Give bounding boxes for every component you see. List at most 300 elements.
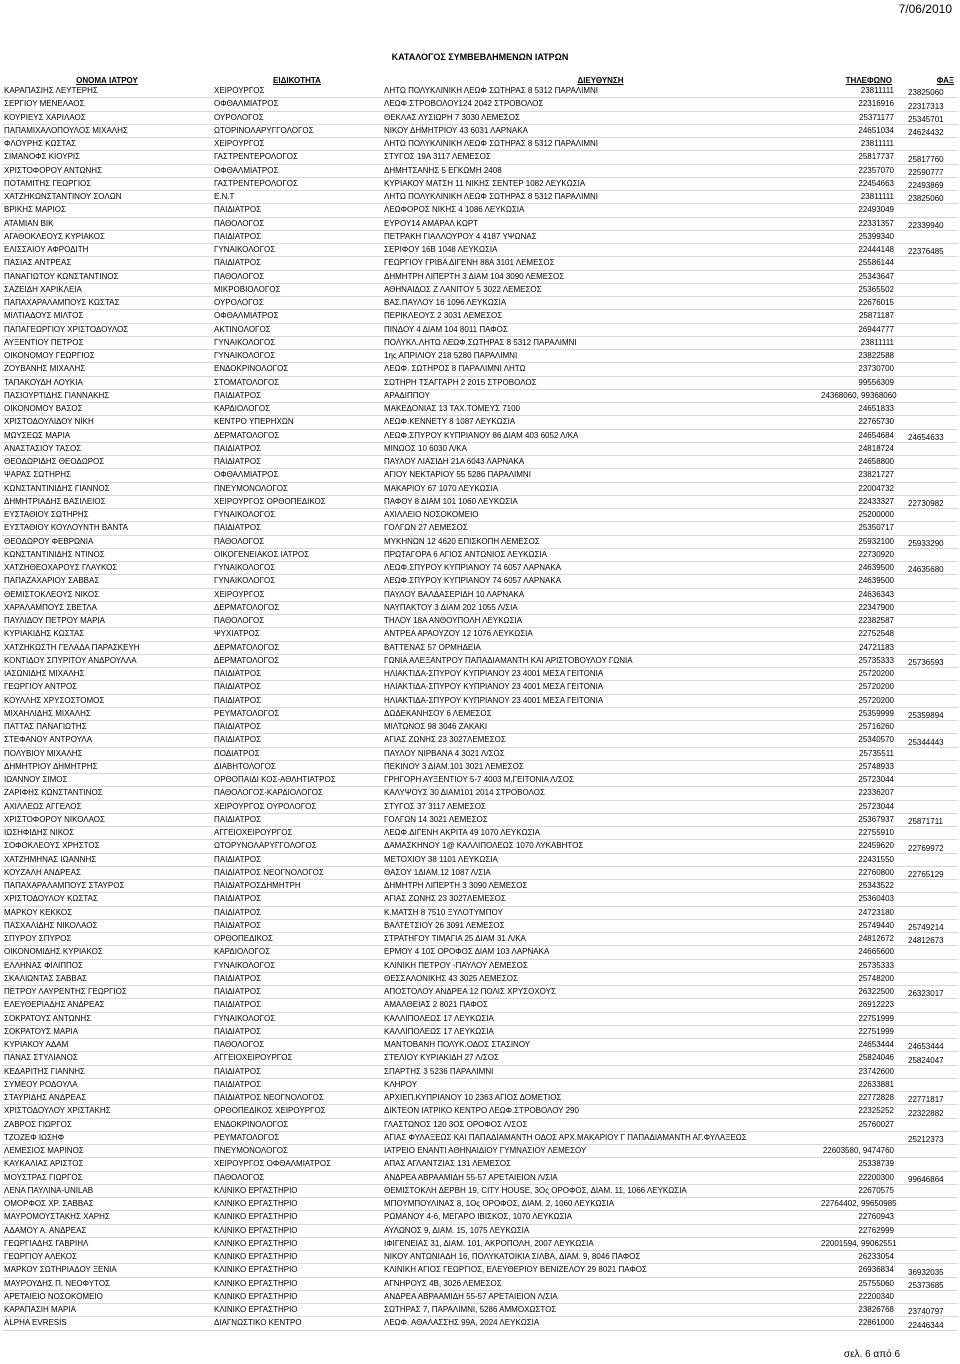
cell-fax [906, 270, 958, 283]
cell-fax [906, 1184, 958, 1197]
cell-phone: 25340570 [819, 734, 906, 747]
cell-phone: 22633881 [819, 1078, 906, 1091]
cell-specialty: ΠΑΙΔΙΑΤΡΟΣ [212, 972, 382, 985]
table-row [2, 283, 958, 296]
table-row [2, 1012, 958, 1025]
cell-address: ΓΟΛΓΩΝ 27 ΛΕΜΕΣΟΣ [382, 522, 819, 535]
cell-name: ΓΕΩΡΓΙΑΔΗΣ ΓΑΒΡΙΗΛ [2, 1237, 212, 1250]
table-row [2, 336, 958, 349]
cell-name: ΘΕΟΔΩΡΙΔΗΣ ΘΕΟΔΩΡΟΣ [2, 456, 212, 469]
cell-phone: 25735511 [819, 747, 906, 760]
cell-address: ΝΑΥΠΑΚΤΟΥ 3 ΔΙΑΜ 202 1055 Λ/ΣΙΑ [382, 601, 819, 614]
cell-fax [906, 972, 958, 985]
cell-name: ΣΟΚΡΑΤΟΥΣ ΜΑΡΙΑ [2, 1025, 212, 1038]
cell-phone: 26233054 [819, 1251, 906, 1264]
cell-phone: 25749440 [819, 919, 906, 932]
cell-fax: 25359894 [906, 707, 958, 720]
cell-address: ΛΕΩΦ. ΑΘΑΛΑΣΣΗΣ 99Α, 2024 ΛΕΥΚΩΣΙΑ [382, 1317, 819, 1330]
cell-name: ΖΟΥΒΑΝΗΣ ΜΙΧΑΛΗΣ [2, 363, 212, 376]
cell-address: ΛΕΩΦ.ΣΠΥΡΟΥ ΚΥΠΡΙΑΝΟΥ 86 ΔΙΑΜ 403 6052 Λ/ΚΑ [382, 429, 819, 442]
cell-specialty: ΠΑΙΔΙΑΤΡΟΣ [212, 230, 382, 243]
cell-specialty: ΟΦΘΑΛΜΙΑΤΡΟΣ [212, 469, 382, 482]
cell-name: ΧΡΙΣΤΟΔΟΥΛΙΔΟΥ ΝΙΚΗ [2, 416, 212, 429]
table-row [2, 972, 958, 985]
table-row [2, 1211, 958, 1224]
cell-fax [906, 1012, 958, 1025]
cell-specialty: ΠΑΘΟΛΟΓΟΣ [212, 217, 382, 230]
table-row [2, 151, 958, 164]
table-row [2, 1304, 958, 1317]
cell-name: ΠΑΠΑΓΕΩΡΓΙΟΥ ΧΡΙΣΤΟΔΟΥΛΟΣ [2, 323, 212, 336]
cell-phone: 24665600 [819, 946, 906, 959]
cell-fax [906, 959, 958, 972]
cell-address: ΛΕΩΦ.ΣΠΥΡΟΥ ΚΥΠΡΙΑΝΟΥ 74 6057 ΛΑΡΝΑΚΑ [382, 575, 819, 588]
cell-phone: 25365502 [819, 283, 906, 296]
cell-specialty: ΠΑΙΔΙΑΤΡΟΣ [212, 204, 382, 217]
cell-fax [906, 469, 958, 482]
table-row [2, 204, 958, 217]
cell-fax [906, 1078, 958, 1091]
cell-fax [906, 893, 958, 906]
cell-address: ΚΑΛΛΙΠΟΛΕΩΣ 17 ΛΕΥΚΩΣΙΑ [382, 1012, 819, 1025]
cell-address: ΣΩΤΗΡΗ ΤΣΑΓΓΑΡΗ 2 2015 ΣΤΡΟΒΟΛΟΣ [382, 376, 819, 389]
cell-phone: 22454663 [819, 177, 906, 190]
cell-specialty: ΕΝΔΟΚΡΙΝΟΛΟΓΟΣ [212, 363, 382, 376]
cell-name: ΚΥΡΙΑΚΙΔΗΣ ΚΩΣΤΑΣ [2, 628, 212, 641]
table-row [2, 522, 958, 535]
cell-address: ΛΗΤΩ ΠΟΛΥΚΛΙΝΙΚΗ ΛΕΩΦ ΣΩΤΗΡΑΣ 8 5312 ΠΑΡΑΛΙΜΝΙ [382, 138, 819, 151]
cell-phone: 25360403 [819, 893, 906, 906]
cell-specialty: ΠΑΙΔΙΑΤΡΟΣ [212, 1065, 382, 1078]
cell-address: ΝΙΚΟΥ ΑΝΤΩΝΙΑΔΗ 16, ΠΟΛΥΚΑΤΟΙΚΙΑ ΣΙΛΒΑ, ΔΙΑΜ. 9, 8046 ΠΑΦΟΣ [382, 1251, 819, 1264]
cell-phone: 23730700 [819, 363, 906, 376]
cell-fax [906, 1145, 958, 1158]
table-row [2, 416, 958, 429]
cell-specialty: ΡΕΥΜΑΤΟΛΟΓΟΣ [212, 1131, 382, 1144]
cell-fax [906, 442, 958, 455]
cell-specialty: ΓΑΣΤΡΕΝΤΕΡΟΛΟΓΟΣ [212, 177, 382, 190]
page-title: ΚΑΤΑΛΟΓΟΣ ΣΥΜΒΕΒΛΗΜΕΝΩΝ ΙΑΤΡΩΝ [391, 52, 569, 62]
cell-phone: 22772828 [819, 1092, 906, 1105]
cell-specialty: ΚΛΙΝΙΚΟ ΕΡΓΑΣΤΗΡΙΟ [212, 1184, 382, 1197]
cell-phone: 25723044 [819, 774, 906, 787]
cell-name: ΛΕΜΕΣΙΟΣ ΜΑΡΙΝΟΣ [2, 1145, 212, 1158]
cell-address: ΜΑΚΑΡΙΟΥ 67 1070 ΛΕΥΚΩΣΙΑ [382, 482, 819, 495]
cell-fax [906, 283, 958, 296]
cell-name: ΓΕΩΡΓΙΟΥ ΑΛΕΚΟΣ [2, 1251, 212, 1264]
cell-address: ΛΕΩΦΟΡΟΣ ΝΙΚΗΣ 4 1086 ΛΕΥΚΩΣΙΑ [382, 204, 819, 217]
cell-specialty: ΠΑΙΔΙΑΤΡΟΣ [212, 1025, 382, 1038]
cell-fax [906, 615, 958, 628]
cell-phone: 99556309 [819, 376, 906, 389]
cell-name: ΠΑΠΑΖΑΧΑΡΙΟΥ ΣΑΒΒΑΣ [2, 575, 212, 588]
cell-phone [819, 1131, 906, 1144]
cell-name: ΠΑΣΧΑΛΙΔΗΣ ΝΙΚΟΛΑΟΣ [2, 919, 212, 932]
cell-specialty: ΚΛΙΝΙΚΟ ΕΡΓΑΣΤΗΡΙΟ [212, 1277, 382, 1290]
cell-phone: 22755910 [819, 827, 906, 840]
cell-address: ΠΙΝΔΟΥ 4 ΔΙΑΜ 104 8011 ΠΑΦΟΣ [382, 323, 819, 336]
header-fax: ΦΑΞ [936, 75, 954, 85]
cell-address: ΔΗΜΗΤΣΑΝΗΣ 5 ΕΓΚΩΜΗ 2408 [382, 164, 819, 177]
cell-fax [906, 482, 958, 495]
cell-phone: 22752548 [819, 628, 906, 641]
table-row [2, 1237, 958, 1250]
cell-specialty: ΠΑΙΔΙΑΤΡΟΣ [212, 721, 382, 734]
table-row [2, 442, 958, 455]
cell-name: ΙΑΣΩΝΙΔΗΣ ΜΙΧΑΛΗΣ [2, 668, 212, 681]
cell-address: ΚΑΛΥΨΟΥΣ 30 ΔΙΑΜ101 2014 ΣΤΡΟΒΟΛΟΣ [382, 787, 819, 800]
cell-address: ΚΑΛΛΙΠΟΛΕΩΣ 17 ΛΕΥΚΩΣΙΑ [382, 1025, 819, 1038]
cell-phone: 24639500 [819, 562, 906, 575]
cell-address: ΓΩΝΙΑ ΑΛΕΞΑΝΤΡΟΥ ΠΑΠΑΔΙΑΜΑΝΤΗ ΚΑΙ ΑΡΙΣΤΟΒΟΥΛΟΥ ΓΩΝΙΑ [382, 654, 819, 667]
cell-specialty: ΜΙΚΡΟΒΙΟΛΟΓΟΣ [212, 283, 382, 296]
cell-address: ΜΕΤΟΧΙΟΥ 38 1101 ΛΕΥΚΩΣΙΑ [382, 853, 819, 866]
cell-address: ΠΕΡΙΚΛΕΟΥΣ 2 3031 ΛΕΜΕΣΟΣ [382, 310, 819, 323]
cell-fax: 23825060 [906, 85, 958, 98]
cell-fax: 24654633 [906, 429, 958, 442]
cell-address: ΑΡΧΙΕΠ.ΚΥΠΡΙΑΝΟΥ 10 2363 ΑΓΙΟΣ ΔΟΜΕΤΙΟΣ [382, 1092, 819, 1105]
cell-address: ΘΕΚΛΑΣ ΛΥΣΙΩΡΗ 7 3030 ΛΕΜΕΣΟΣ [382, 111, 819, 124]
cell-phone: 25871187 [819, 310, 906, 323]
cell-specialty: ΠΑΙΔΙΑΤΡΟΣ [212, 1078, 382, 1091]
cell-fax [906, 297, 958, 310]
cell-fax [906, 350, 958, 363]
cell-name: ΕΛΛΗΝΑΣ ΦΙΛΙΠΠΟΣ [2, 959, 212, 972]
cell-specialty: ΧΕΙΡΟΥΡΓΟΣ ΟΥΡΟΛΟΓΟΣ [212, 800, 382, 813]
table-row [2, 230, 958, 243]
cell-specialty: ΚΑΡΔΙΟΛΟΓΟΣ [212, 946, 382, 959]
cell-fax: 22769972 [906, 840, 958, 853]
cell-fax: 22339940 [906, 217, 958, 230]
cell-phone: 22433327 [819, 495, 906, 508]
cell-name: ΧΡΙΣΤΟΔΟΥΛΟΥ ΧΡΙΣΤΑΚΗΣ [2, 1105, 212, 1118]
cell-specialty: ΠΝΕΥΜΟΝΟΛΟΓΟΣ [212, 1145, 382, 1158]
table-row [2, 641, 958, 654]
cell-fax: 23825060 [906, 191, 958, 204]
table-row [2, 1158, 958, 1171]
cell-phone: 24721183 [819, 641, 906, 654]
cell-name: ΚΕΔΑΡΙΤΗΣ ΓΙΑΝΝΗΣ [2, 1065, 212, 1078]
cell-address: ΔΗΜΗΤΡΗ ΛΙΠΕΡΤΗ 3 ΔΙΑΜ 104 3090 ΛΕΜΕΣΟΣ [382, 270, 819, 283]
cell-address: ΠΕΤΡΑΚΗ ΓΙΑΛΛΟΥΡΟΥ 4 4187 ΥΨΩΝΑΣ [382, 230, 819, 243]
cell-specialty: ΡΕΥΜΑΤΟΛΟΓΟΣ [212, 707, 382, 720]
table-row [2, 1198, 958, 1211]
cell-address: ΛΕΩΦ.ΔΙΓΕΝΗ ΑΚΡΙΤΑ 49 1070 ΛΕΥΚΩΣΙΑ [382, 827, 819, 840]
cell-name: ΣΟΦΟΚΛΕΟΥΣ ΧΡΗΣΤΟΣ [2, 840, 212, 853]
cell-address: ΛΗΤΩ ΠΟΛΥΚΛΙΝΙΚΗ ΛΕΩΦ ΣΩΤΗΡΑΣ 8 5312 ΠΑΡΑΛΙΜΝΙ [382, 85, 819, 98]
table-row [2, 456, 958, 469]
cell-name: ΕΛΕΥΘΕΡΙΑΔΗΣ ΑΝΔΡΕΑΣ [2, 999, 212, 1012]
cell-name: ΠΟΤΑΜΙΤΗΣ ΓΕΩΡΓΙΟΣ [2, 177, 212, 190]
cell-fax: 36932035 [906, 1264, 958, 1277]
cell-fax [906, 1158, 958, 1171]
table-row [2, 1264, 958, 1277]
cell-fax [906, 323, 958, 336]
cell-specialty: ΑΓΓΕΙΟΧΕΙΡΟΥΡΓΟΣ [212, 1052, 382, 1065]
cell-phone: 22331357 [819, 217, 906, 230]
cell-phone: 25399340 [819, 230, 906, 243]
cell-name: ΠΑΝΑΓΙΩΤΟΥ ΚΩΝΣΤΑΝΤΙΝΟΣ [2, 270, 212, 283]
table-row [2, 654, 958, 667]
cell-phone: 24654684 [819, 429, 906, 442]
cell-specialty: ΚΛΙΝΙΚΟ ΕΡΓΑΣΤΗΡΙΟ [212, 1290, 382, 1303]
cell-address: ΒΑΛΤΕΤΣΙΟΥ 26 3091 ΛΕΜΕΣΟΣ [382, 919, 819, 932]
cell-phone: 25735333 [819, 654, 906, 667]
cell-fax [906, 1198, 958, 1211]
cell-specialty: ΟΦΘΑΛΜΙΑΤΡΟΣ [212, 98, 382, 111]
table-row [2, 1224, 958, 1237]
cell-fax [906, 336, 958, 349]
cell-address: ΑΓΙΟΥ ΝΕΚΤΑΡΙΟΥ 55 5286 ΠΑΡΑΛΙΜΝΙ [382, 469, 819, 482]
cell-phone: 25748200 [819, 972, 906, 985]
cell-fax [906, 668, 958, 681]
table-row [2, 1277, 958, 1290]
cell-address: ΣΤΥΓΟΣ 37 3117 ΛΕΜΕΣΟΣ [382, 800, 819, 813]
cell-phone: 25720200 [819, 694, 906, 707]
cell-fax [906, 363, 958, 376]
cell-fax: 22493869 [906, 177, 958, 190]
cell-phone: 24639500 [819, 575, 906, 588]
cell-fax [906, 641, 958, 654]
cell-address: ΠΑΥΛΟΥ ΒΑΛΔΑΣΕΡΙΔΗ 10 ΛΑΡΝΑΚΑ [382, 588, 819, 601]
cell-specialty: ΔΙΑΒΗΤΟΛΟΓΟΣ [212, 760, 382, 773]
cell-phone: 22603580, 9474760 [819, 1145, 906, 1158]
cell-address: ΒΑΣ.ΠΑΥΛΟΥ 16 1096 ΛΕΥΚΩΣΙΑ [382, 297, 819, 310]
cell-address: ΑΓΝΗΡΟΥΣ 4Β, 3026 ΛΕΜΕΣΟΣ [382, 1277, 819, 1290]
cell-specialty: Ε.Ν.Τ [212, 191, 382, 204]
cell-fax [906, 880, 958, 893]
table-row [2, 257, 958, 270]
cell-specialty: ΠΑΙΔΙΑΤΡΟΣ [212, 906, 382, 919]
table-body [2, 85, 958, 1330]
table-row [2, 562, 958, 575]
cell-specialty: ΚΛΙΝΙΚΟ ΕΡΓΑΣΤΗΡΙΟ [212, 1237, 382, 1250]
cell-address: ΑΡΑΔΙΠΠΟΥ [382, 389, 819, 402]
cell-name: ΠΑΠΑΧΑΡΑΛΑΜΠΟΥΣ ΚΩΣΤΑΣ [2, 297, 212, 310]
table-row [2, 800, 958, 813]
cell-fax [906, 522, 958, 535]
cell-fax: 25817760 [906, 151, 958, 164]
cell-phone: 25367937 [819, 813, 906, 826]
table-row [2, 1171, 958, 1184]
table-row [2, 164, 958, 177]
cell-name: ΠΑΥΛΙΔΟΥ ΠΕΤΡΟΥ ΜΑΡΙΑ [2, 615, 212, 628]
cell-address: ΛΕΩΦ. ΣΩΤΗΡΟΣ 8 ΠΑΡΑΛΙΜΝΙ ΛΗΤΩ [382, 363, 819, 376]
cell-address: ΗΛΙΑΚΤΙΔΑ-ΣΠΥΡΟΥ ΚΥΠΡΙΑΝΟΥ 23 4001 ΜΕΣΑ ΓΕΙΤΟΝΙΑ [382, 694, 819, 707]
cell-name: ΣΠΥΡΟΥ ΣΠΥΡΟΣ [2, 933, 212, 946]
cell-address: ΗΛΙΑΚΤΙΔΑ-ΣΠΥΡΟΥ ΚΥΠΡΙΑΝΟΥ 23 4001 ΜΕΣΑ ΓΕΙΤΟΝΙΑ [382, 681, 819, 694]
table-row [2, 323, 958, 336]
cell-fax [906, 403, 958, 416]
cell-specialty: ΠΑΘΟΛΟΓΟΣ [212, 270, 382, 283]
cell-address: ΤΗΛΟΥ 18Α ΑΝΘΟΥΠΟΛΗ ΛΕΥΚΩΣΙΑ [382, 615, 819, 628]
cell-phone: 26322500 [819, 986, 906, 999]
cell-name: ΣΙΜΑΝΟΦΣ ΚΙΟΥΡΙΣ [2, 151, 212, 164]
cell-phone: 25932100 [819, 535, 906, 548]
cell-specialty: ΔΕΡΜΑΤΟΛΟΓΟΣ [212, 641, 382, 654]
table-row [2, 1118, 958, 1131]
cell-name: ΑΡΕΤΑΙΕΙΟ ΝΟΣΟΚΟΜΕΙΟ [2, 1290, 212, 1303]
cell-phone: 25343647 [819, 270, 906, 283]
cell-fax [906, 1211, 958, 1224]
cell-specialty: ΔΕΡΜΑΤΟΛΟΓΟΣ [212, 601, 382, 614]
cell-specialty: ΠΝΕΥΜΟΝΟΛΟΓΟΣ [212, 482, 382, 495]
cell-specialty: ΟΦΘΑΛΜΙΑΤΡΟΣ [212, 310, 382, 323]
cell-phone: 22357070 [819, 164, 906, 177]
cell-name: ΟΙΚΟΝΟΜΟΥ ΓΕΩΡΓΙΟΣ [2, 350, 212, 363]
cell-phone: 23821727 [819, 469, 906, 482]
cell-name: ΚΑΡΑΠΑΣΙΗΣ ΛΕΥΤΕΡΗΣ [2, 85, 212, 98]
cell-address: ΛΕΩΦ.ΚΕΝΝΕΤΥ 8 1087 ΛΕΥΚΩΣΙΑ [382, 416, 819, 429]
table-row [2, 721, 958, 734]
cell-phone: 25723044 [819, 800, 906, 813]
cell-specialty: ΠΟΔΙΑΤΡΟΣ [212, 747, 382, 760]
cell-fax [906, 456, 958, 469]
cell-phone: 23811111 [819, 85, 906, 98]
header-phone: ΤΗΛΕΦΩΝΟ [845, 75, 892, 85]
cell-fax: 25933290 [906, 535, 958, 548]
cell-phone: 22764402, 99650985 [819, 1198, 906, 1211]
cell-name: ΖΑΒΡΟΣ ΓΙΩΡΓΟΣ [2, 1118, 212, 1131]
cell-specialty: ΟΙΚΟΓΕΝΕΙΑΚΟΣ ΙΑΤΡΟΣ [212, 548, 382, 561]
cell-address: ΑΜΑΛΘΕΙΑΣ 2 8021 ΠΑΦΟΣ [382, 999, 819, 1012]
table-row [2, 707, 958, 720]
cell-phone: 24636343 [819, 588, 906, 601]
cell-address: ΠΕΚΙΝΟΥ 3 ΔΙΑΜ.101 3021 ΛΕΜΕΣΟΣ [382, 760, 819, 773]
cell-name: ΜΩΥΣΕΩΣ ΜΑΡΙΑ [2, 429, 212, 442]
cell-fax: 22446344 [906, 1317, 958, 1330]
cell-phone: 25817737 [819, 151, 906, 164]
cell-specialty: ΠΑΙΔΙΑΤΡΟΣ [212, 681, 382, 694]
cell-specialty: ΠΑΙΔΙΑΤΡΟΣ [212, 257, 382, 270]
cell-specialty: ΠΑΙΔΙΑΤΡΟΣ [212, 999, 382, 1012]
cell-phone: 22325252 [819, 1105, 906, 1118]
table-header [2, 76, 958, 85]
cell-name: ΜΙΧΑΗΛΙΔΗΣ ΜΙΧΑΛΗΣ [2, 707, 212, 720]
table-row [2, 1052, 958, 1065]
cell-fax [906, 999, 958, 1012]
cell-address: ΕΥΡΟΥ14 ΑΜΑΡΑΛ ΚΩΡΤ [382, 217, 819, 230]
table-row [2, 986, 958, 999]
cell-fax: 25749214 [906, 919, 958, 932]
cell-fax [906, 1224, 958, 1237]
cell-address: ΑΠΟΣΤΟΛΟΥ ΑΝΔΡΕΑ 12 ΠΟΛΙΣ ΧΡΥΣΟΧΟΥΣ [382, 986, 819, 999]
table-row [2, 1131, 958, 1144]
cell-address: ΓΕΩΡΓΙΟΥ ΓΡΙΒΑ ΔΙΓΕΝΗ 88Α 3101 ΛΕΜΕΣΟΣ [382, 257, 819, 270]
cell-name: ΘΕΟΔΩΡΟΥ ΦΕΒΡΩΝΙΑ [2, 535, 212, 548]
table-row [2, 866, 958, 879]
table-row [2, 124, 958, 137]
cell-specialty: ΟΡΘΟΠΑΙΔΙ ΚΟΣ-ΑΘΛΗΤΙΑΤΡΟΣ [212, 774, 382, 787]
cell-specialty: ΠΑΘΟΛΟΓΟΣ [212, 1039, 382, 1052]
cell-specialty: ΠΑΙΔΙΑΤΡΟΣΔΗΜΗΤΡΗ [212, 880, 382, 893]
cell-specialty: ΔΕΡΜΑΤΟΛΟΓΟΣ [212, 429, 382, 442]
cell-phone: 22670575 [819, 1184, 906, 1197]
cell-phone: 23811111 [819, 138, 906, 151]
cell-fax: 24635680 [906, 562, 958, 575]
doctors-table [2, 76, 958, 1331]
cell-address: ΜΥΚΗΝΩΝ 12 4620 ΕΠΙΣΚΟΠΗ ΛΕΜΕΣΟΣ [382, 535, 819, 548]
cell-specialty: ΓΑΣΤΡΕΝΤΕΡΟΛΟΓΟΣ [212, 151, 382, 164]
cell-address: ΚΛΗΡΟΥ [382, 1078, 819, 1091]
cell-name: ΧΡΙΣΤΟΦΟΡΟΥ ΝΙΚΟΛΑΟΣ [2, 813, 212, 826]
table-row [2, 85, 958, 98]
table-row [2, 429, 958, 442]
cell-specialty: ΠΑΘΟΛΟΓΟΣ [212, 535, 382, 548]
cell-phone: 24818724 [819, 442, 906, 455]
cell-specialty: ΟΡΘΟΠΕΔΙΚΟΣ ΧΕΙΡΟΥΡΓΟΣ [212, 1105, 382, 1118]
table-row [2, 946, 958, 959]
cell-fax: 22322882 [906, 1105, 958, 1118]
cell-phone: 26936834 [819, 1264, 906, 1277]
cell-address: ΑΥΛΩΝΟΣ 9, ΔΙΑΜ. 15, 1075 ΛΕΥΚΩΣΙΑ [382, 1224, 819, 1237]
cell-fax [906, 389, 958, 402]
page-number: σελ. 6 από 6 [843, 1349, 900, 1360]
table-row [2, 774, 958, 787]
cell-phone: 25748933 [819, 760, 906, 773]
cell-specialty: ΚΛΙΝΙΚΟ ΕΡΓΑΣΤΗΡΙΟ [212, 1224, 382, 1237]
cell-fax [906, 800, 958, 813]
cell-phone: 22200300 [819, 1171, 906, 1184]
cell-specialty: ΧΕΙΡΟΥΡΓΟΣ [212, 138, 382, 151]
cell-fax: 24653444 [906, 1039, 958, 1052]
cell-name: ΧΑΤΖΗΚΩΝΣΤΑΝΤΙΝΟΥ ΣΟΛΩΝ [2, 191, 212, 204]
cell-phone: 24651833 [819, 403, 906, 416]
cell-address: ΓΟΛΓΩΝ 14 3021 ΛΕΜΕΣΟΣ [382, 813, 819, 826]
table-row [2, 628, 958, 641]
table-row [2, 601, 958, 614]
cell-phone: 25824046 [819, 1052, 906, 1065]
cell-fax: 23740797 [906, 1304, 958, 1317]
cell-address: ΚΛΙΝΙΚΗ ΑΓΙΟΣ ΓΕΩΡΓΙΟΣ, ΕΛΕΥΘΕΡΙΟΥ ΒΕΝΙΖΕΛΟΥ 29 8021 ΠΑΦΟΣ [382, 1264, 819, 1277]
cell-address: ΑΓΙΑΣ ΖΩΝΗΣ 23 3027ΛΕΜΕΣΟΣ [382, 893, 819, 906]
table-row [2, 376, 958, 389]
cell-phone: 22751999 [819, 1025, 906, 1038]
cell-name: ΜΑΥΡΟΥΔΗΣ Π. ΝΕΟΦΥΤΟΣ [2, 1277, 212, 1290]
table-row [2, 747, 958, 760]
cell-address: ΠΑΦΟΥ 8 ΔΙΑΜ 101 1060 ΛΕΥΚΩΣΙΑ [382, 495, 819, 508]
table-row [2, 548, 958, 561]
cell-address: ΣΤΡΑΤΗΓΟΥ ΤΙΜΑΓΙΑ 25 ΔΙΑΜ 31 Λ/ΚΑ [382, 933, 819, 946]
cell-phone: 24653444 [819, 1039, 906, 1052]
table-row [2, 482, 958, 495]
cell-address: Κ.ΜΑΤΣΗ 8 7510 ΞΥΛΟΤΥΜΠΟΥ [382, 906, 819, 919]
cell-specialty: ΓΥΝΑΙΚΟΛΟΓΟΣ [212, 336, 382, 349]
cell-phone: 22200340 [819, 1290, 906, 1303]
cell-phone: 25586144 [819, 257, 906, 270]
cell-fax [906, 1237, 958, 1250]
cell-name: ΚΑΥΚΑΛΙΑΣ ΑΡΙΣΤΟΣ [2, 1158, 212, 1171]
cell-address: ΘΑΣΟΥ 1ΔΙΑΜ.12 1087 Λ/ΣΙΑ [382, 866, 819, 879]
cell-name: ΣΤΑΥΡΙΔΗΣ ΑΝΔΡΕΑΣ [2, 1092, 212, 1105]
table-row [2, 694, 958, 707]
cell-specialty: ΚΛΙΝΙΚΟ ΕΡΓΑΣΤΗΡΙΟ [212, 1264, 382, 1277]
cell-specialty: ΨΥΧΙΑΤΡΟΣ [212, 628, 382, 641]
cell-fax [906, 257, 958, 270]
cell-specialty: ΑΓΓΕΙΟΧΕΙΡΟΥΡΓΟΣ [212, 827, 382, 840]
cell-fax [906, 721, 958, 734]
cell-specialty: ΧΕΙΡΟΥΡΓΟΣ ΟΡΘΟΠΕΔΙΚΟΣ [212, 495, 382, 508]
cell-address: ΑΘΗΝΑΙΔΟΣ Ζ ΛΑΝΙΤΟΥ 5 3022 ΛΕΜΕΣΟΣ [382, 283, 819, 296]
cell-fax: 22765129 [906, 866, 958, 879]
table-row [2, 588, 958, 601]
cell-specialty: ΔΕΡΜΑΤΟΛΟΓΟΣ [212, 654, 382, 667]
cell-name: ΟΙΚΟΝΟΜΙΔΗΣ ΚΥΡΙΑΚΟΣ [2, 946, 212, 959]
cell-name: ΑΝΑΣΤΑΣΙΟΥ ΤΑΣΟΣ [2, 442, 212, 455]
cell-address: ΜΑΝΤΟΒΑΝΗ ΠΟΛΥΚ.ΟΔΟΣ ΣΤΑΣΙΝΟΥ [382, 1039, 819, 1052]
cell-name: ΠΑΣΙΟΥΡΤΙΔΗΣ ΓΙΑΝΝΑΚΗΣ [2, 389, 212, 402]
cell-fax: 25344443 [906, 734, 958, 747]
